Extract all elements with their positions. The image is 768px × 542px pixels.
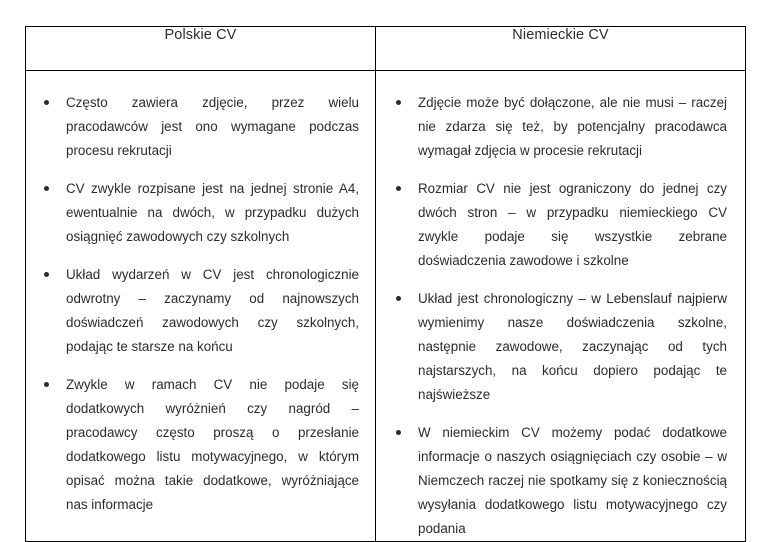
bullet-point-icon	[396, 296, 401, 301]
bullet-point-icon	[396, 430, 401, 435]
list-item-text: CV zwykle rozpisane jest na jednej stronie A4, ewentualnie na dwóch, w przypadku dużych osiągnięć zawodowych czy szkolnych	[66, 181, 359, 244]
cv-comparison-table	[25, 26, 746, 542]
bullet-list-german	[376, 71, 745, 541]
list-item-text: Zdjęcie może być dołączone, ale nie musi – raczej nie zdarza się też, by potencjalny pracodawca wymagał zdjęcia w procesie rekrutacji	[418, 95, 727, 158]
table-header	[26, 27, 746, 71]
list-item	[26, 91, 375, 163]
list-item	[376, 177, 745, 273]
bullet-point-icon	[396, 100, 401, 105]
list-item-text: Rozmiar CV nie jest ograniczony do jednej czy dwóch stron – w przypadku niemieckiego CV zwykle podaje się wszystkie zebrane doświadczenia zawodowe i szkolne	[418, 181, 727, 268]
list-item-text: Układ wydarzeń w CV jest chronologicznie odwrotny – zaczynamy od najnowszych doświadczeń zawodowych czy szkolnych, podając te starsze na końcu	[66, 267, 359, 354]
list-item-text: Układ jest chronologiczny – w Lebenslauf najpierw wymienimy nasze doświadczenia szkolne, następnie zawodowe, zaczynając od tych najstarszych, na końcu dopiero podając te najświeższe	[418, 291, 727, 402]
column-header-german	[376, 27, 746, 71]
table-body	[26, 71, 746, 542]
column-body-polish	[26, 71, 376, 542]
list-item	[376, 91, 745, 163]
bullet-point-icon	[44, 382, 49, 387]
column-body-german	[376, 71, 746, 542]
bullet-list-polish	[26, 71, 375, 517]
list-item	[26, 373, 375, 517]
list-item	[376, 287, 745, 407]
list-item	[376, 421, 745, 541]
table-row	[26, 71, 746, 542]
column-header-german-label: Niemieckie CV	[512, 27, 609, 43]
list-item	[26, 177, 375, 249]
list-item-text: Często zawiera zdjęcie, przez wielu pracodawców jest ono wymagane podczas procesu rekrutacji	[66, 95, 359, 158]
column-header-polish	[26, 27, 376, 71]
list-item-text: W niemieckim CV możemy podać dodatkowe informacje o naszych osiągnięciach czy osobie – w Niemczech raczej nie spotkamy się z koniecznością wysyłania dodatkowego listu motywacyjnego czy podania	[418, 425, 727, 536]
bullet-point-icon	[44, 100, 49, 105]
bullet-point-icon	[396, 186, 401, 191]
bullet-point-icon	[44, 272, 49, 277]
bullet-point-icon	[44, 186, 49, 191]
table-header-row	[26, 27, 746, 71]
list-item	[26, 263, 375, 359]
column-header-polish-label: Polskie CV	[164, 27, 237, 43]
list-item-text: Zwykle w ramach CV nie podaje się dodatkowych wyróżnień czy nagród – pracodawcy często proszą o przesłanie dodatkowego listu motywacyjnego, w którym opisać można takie dodatkowe, wyróżniające nas informacje	[66, 377, 359, 512]
